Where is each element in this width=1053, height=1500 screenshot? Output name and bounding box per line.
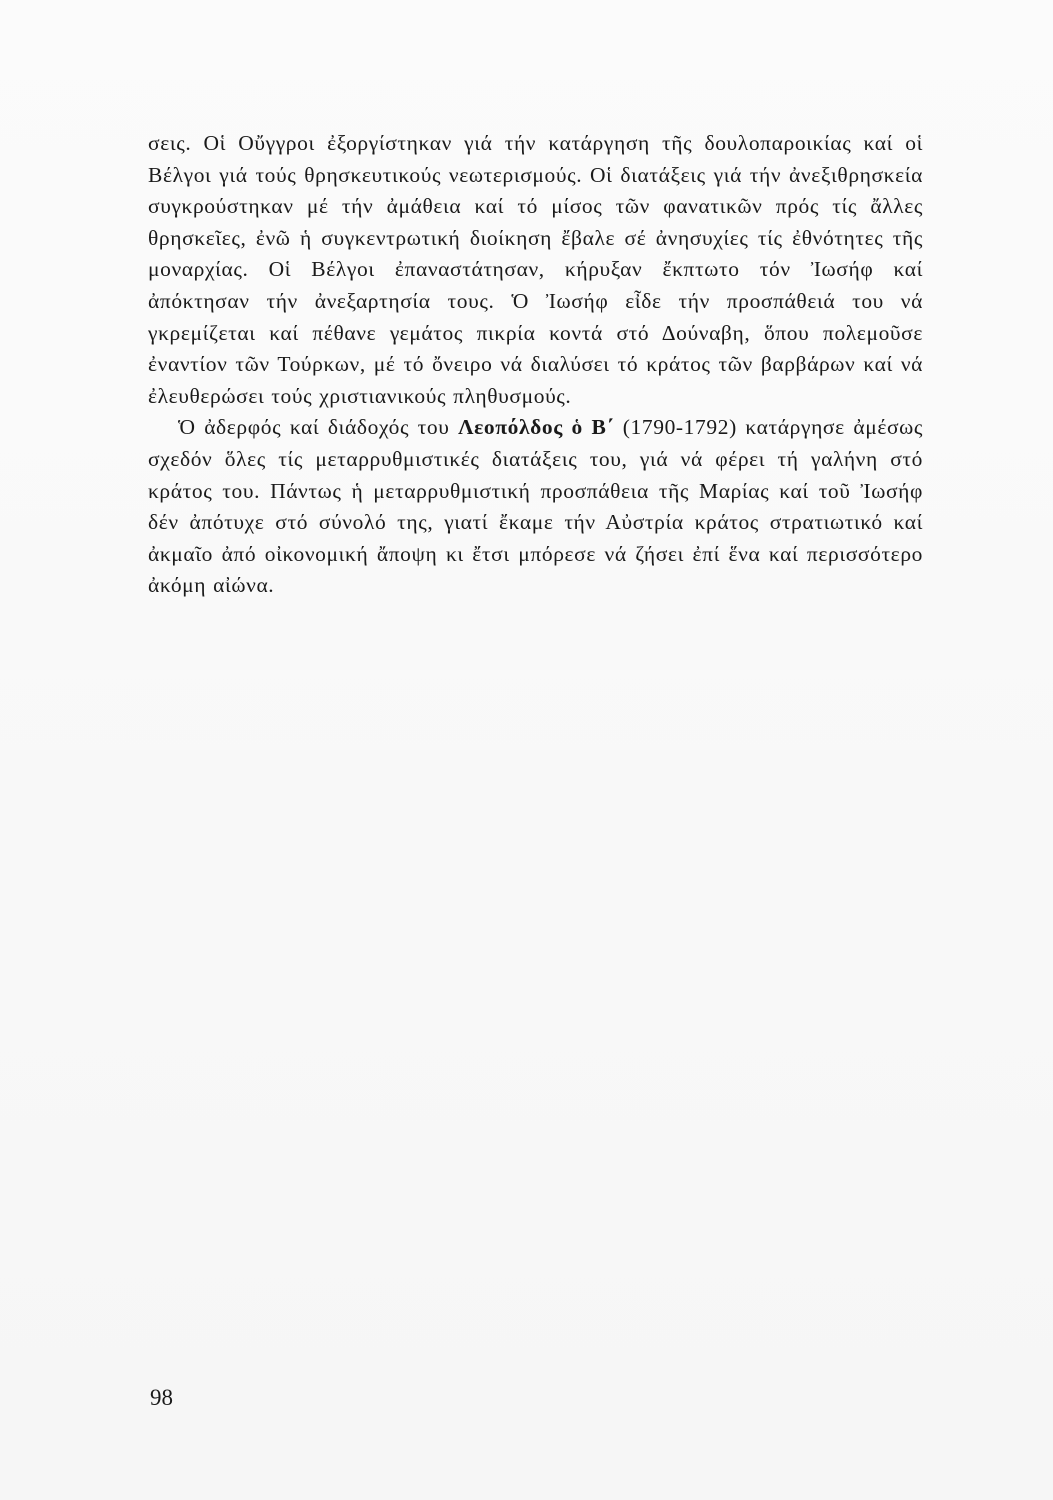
paragraph-2 bbox=[148, 412, 923, 602]
show-through-background bbox=[130, 610, 910, 1310]
paragraph-2-text-start: Ὁ ἀδερφός καί διάδοχός του bbox=[178, 415, 459, 440]
paragraph-1-text: σεις. Οἱ Οὔγγροι ἐξοργίστηκαν γιά τήν κατάργηση τῆς δουλοπαροικίας καί οἱ Βέλγοι γιά τούς θρησκευτικούς νεωτερισμούς. Οἱ διατάξεις γιά τήν ἀνεξιθρησκεία συγκρούστηκαν μέ τήν ἀμάθεια καί τό μίσος τῶν φανατικῶν πρός τίς ἄλλες θρησκεῖες, ἐνῶ ἡ συγκεντρωτική διοίκηση ἔβαλε σέ ἀνησυχίες τίς ἐθνότητες τῆς μοναρχίας. Οἱ Βέλγοι ἐπαναστάτησαν, κήρυξαν ἔκπτωτο τόν Ἰωσήφ καί ἀπόκτησαν τήν ἀνεξαρτησία τους. Ὁ Ἰωσήφ εἶδε τήν προσπάθειά του νά γκρεμίζεται καί πέθανε γεμάτος πικρία κοντά στό Δούναβη, ὅπου πολεμοῦσε ἐναντίον τῶν Τούρκων, μέ τό ὄνειρο νά διαλύσει τό κράτος τῶν βαρβάρων καί νά ἐλευθερώσει τούς χριστιανικούς πληθυσμούς. bbox=[148, 131, 923, 408]
page-number: 98 bbox=[150, 1385, 173, 1410]
paragraph-2-text-end: (1790-1792) κατάργησε ἀμέσως σχεδόν ὅλες τίς μεταρρυθμιστικές διατάξεις του, γιά νά φέρει τή γαλήνη στό κράτος του. Πάντως ἡ μεταρρυθμιστική προσπάθεια τῆς Μαρίας καί τοῦ Ἰωσήφ δέν ἀπότυχε στό σύνολό της, γιατί ἔκαμε τήν Αὐστρία κράτος στρατιωτικό καί ἀκμαῖο ἀπό οἰκονομική ἄποψη κι ἔτσι μπόρεσε νά ζήσει ἐπί ἕνα καί περισσότερο ἀκόμη αἰώνα. bbox=[148, 415, 924, 598]
ruler-name-leopold: Λεοπόλδος ὁ Β΄ bbox=[458, 415, 615, 440]
paragraph-1 bbox=[148, 128, 923, 412]
body-text bbox=[148, 128, 923, 602]
